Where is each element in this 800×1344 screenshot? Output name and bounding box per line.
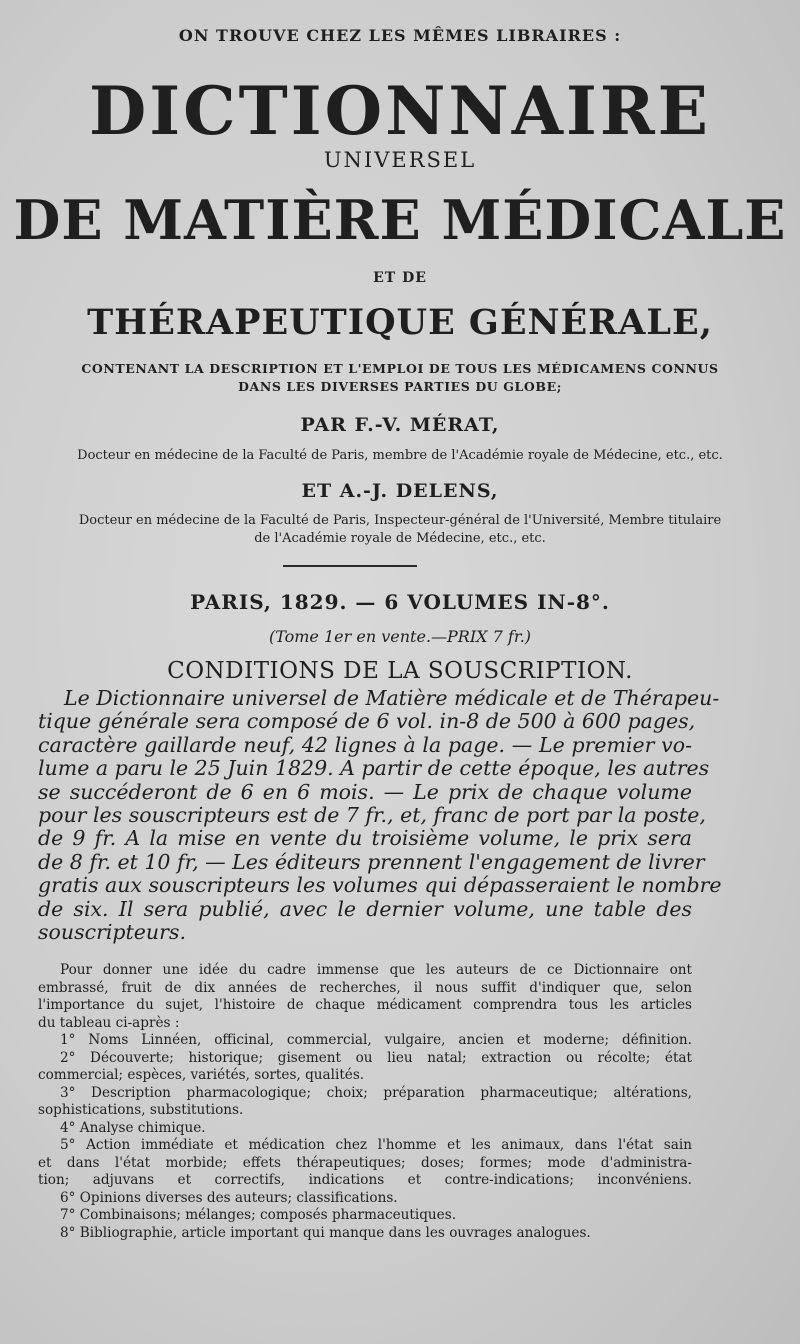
article-item: 4° Analyse chimique. [60,1119,206,1136]
articles-section [38,962,692,1242]
intro-line: l'importance du sujet, l'histoire de chaque médicament comprendra tous les articles [38,997,692,1013]
conditions-heading: CONDITIONS DE LA SOUSCRIPTION. [167,658,633,684]
publication-line: PARIS, 1829. — 6 VOLUMES IN-8°. [190,590,610,614]
article-item: 3° Description pharmacologique; choix; préparation pharmaceutique; altérations, [60,1084,692,1101]
conditions-line: gratis aux souscripteurs les volumes qui dépasseraient le nombre [38,873,722,898]
title-universel: UNIVERSEL [323,148,477,172]
conditions-line: tique générale sera composé de 6 vol. in-8 de 500 à 600 pages, [38,709,696,734]
subtitle-line: DANS LES DIVERSES PARTIES DU GLOBE; [238,379,562,394]
article-item: commercial; espèces, variétés, sortes, qualités. [38,1067,365,1083]
coauthor: ET A.-J. DELENS, [301,480,499,502]
article-item: 2° Découverte; historique; gisement ou lieu natal; extraction ou récolte; état [60,1049,692,1066]
conditions-line: lume a paru le 25 Juin 1829. A partir de cette époque, les autres [38,756,710,781]
intro-line: du tableau ci-après : [38,1014,180,1031]
conditions-paragraph [38,686,722,945]
subtitle [0,360,800,396]
conditions-line: de six. Il sera publié, avec le dernier volume, une table des [38,896,692,921]
article-item: 8° Bibliographie, article important qui manque dans les ouvrages analogues. [60,1224,591,1241]
article-item: 1° Noms Linnéen, officinal, commercial, vulgaire, ancien et moderne; définition. [60,1032,692,1048]
conditions-line: de 8 fr. et 10 fr, — Les éditeurs prennent l'engagement de livrer [38,849,705,874]
conditions-line: pour les souscripteurs est de 7 fr., et, franc de port par la poste, [38,803,706,828]
conditions-line: caractère gaillarde neuf, 42 lignes à la page. — Le premier vo- [38,732,692,757]
conditions-line: se succéderont de 6 en 6 mois. — Le prix de chaque volume [38,779,692,804]
article-item: tion; adjuvans et correctifs, indications et contre-indications; inconvéniens. [38,1172,692,1188]
title-et-de: ET DE [373,270,427,286]
header-notice: ON TROUVE CHEZ LES MÊMES LIBRAIRES : [178,26,622,45]
author-affiliation: Docteur en médecine de la Faculté de Paris, membre de l'Académie royale de Médecine, etc., etc. [77,448,723,463]
coauthor-affiliation [0,512,800,548]
ornamental-rule [283,565,417,567]
author: PAR F.-V. MÉRAT, [300,414,500,436]
article-item: et dans l'état morbide; effets thérapeutiques; doses; formes; mode d'administra- [38,1154,692,1171]
coauthor-affiliation-line: de l'Académie royale de Médecine, etc., etc. [254,531,546,546]
article-item: 7° Combinaisons; mélanges; composés pharmaceutiques. [60,1207,457,1223]
title-dictionnaire: DICTIONNAIRE [88,72,711,150]
intro-line: Pour donner une idée du cadre immense que les auteurs de ce Dictionnaire ont [60,962,692,978]
article-item: 5° Action immédiate et médication chez l'homme et les animaux, dans l'état sain [60,1137,692,1153]
coauthor-affiliation-line: Docteur en médecine de la Faculté de Paris, Inspecteur-général de l'Université, Membre titulaire [78,513,722,528]
tome-note: (Tome 1er en vente.—PRIX 7 fr.) [268,627,532,646]
article-item: sophistications, substitutions. [38,1102,244,1118]
intro-line: embrassé, fruit de dix années de recherches, il nous suffit d'indiquer que, selon [38,979,692,996]
subtitle-line: CONTENANT LA DESCRIPTION ET L'EMPLOI DE TOUS LES MÉDICAMENS CONNUS [81,361,719,376]
conditions-line: de 9 fr. A la mise en vente du troisième volume, le prix sera [38,826,692,851]
title-matiere-medicale: DE MATIÈRE MÉDICALE [13,188,787,252]
conditions-line: souscripteurs. [38,920,186,945]
conditions-line: Le Dictionnaire universel de Matière médicale et de Thérapeu- [64,686,720,710]
article-item: 6° Opinions diverses des auteurs; classifications. [60,1189,398,1206]
title-therapeutique: THÉRAPEUTIQUE GÉNÉRALE, [87,302,713,343]
